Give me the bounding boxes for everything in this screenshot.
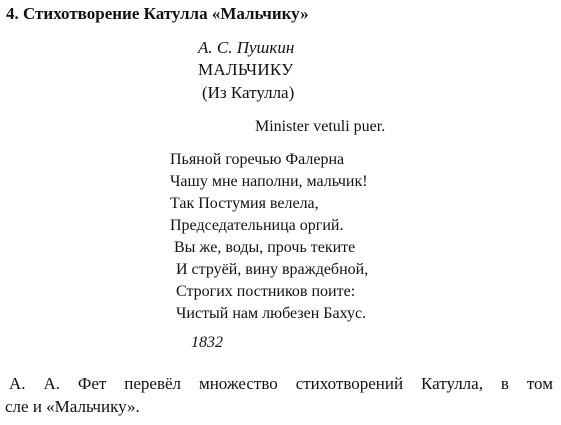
verse-line: Так Постумия велела, — [170, 195, 319, 212]
verse-line: Чистый нам любезен Бахус. — [176, 305, 367, 322]
verse-line: Чашу мне наполни, мальчик! — [170, 173, 368, 190]
verse-line: И струёй, вину враждебной, — [176, 261, 369, 278]
poem-subtitle: (Из Катулла) — [202, 83, 295, 102]
body-paragraph — [5, 372, 553, 418]
poem-author: А. С. Пушкин — [198, 38, 295, 57]
paragraph-line: сле и «Мальчику». — [5, 397, 140, 416]
verse-line: Вы же, воды, прочь теките — [174, 239, 356, 256]
poem-title: МАЛЬЧИКУ — [198, 60, 294, 79]
verse-line: Строгих постников поите: — [176, 283, 356, 300]
paragraph-line: А. А. Фет перевёл множество стихотворений Катулла, в том — [9, 374, 553, 393]
poem-epigraph: Minister vetuli puer. — [255, 118, 386, 135]
section-heading: 4. Стихотворение Катулла «Мальчику» — [6, 4, 309, 23]
verse-line: Пьяной горечью Фалерна — [170, 151, 345, 168]
poem-year: 1832 — [191, 334, 223, 351]
verse-line: Председательница оргий. — [170, 217, 344, 234]
